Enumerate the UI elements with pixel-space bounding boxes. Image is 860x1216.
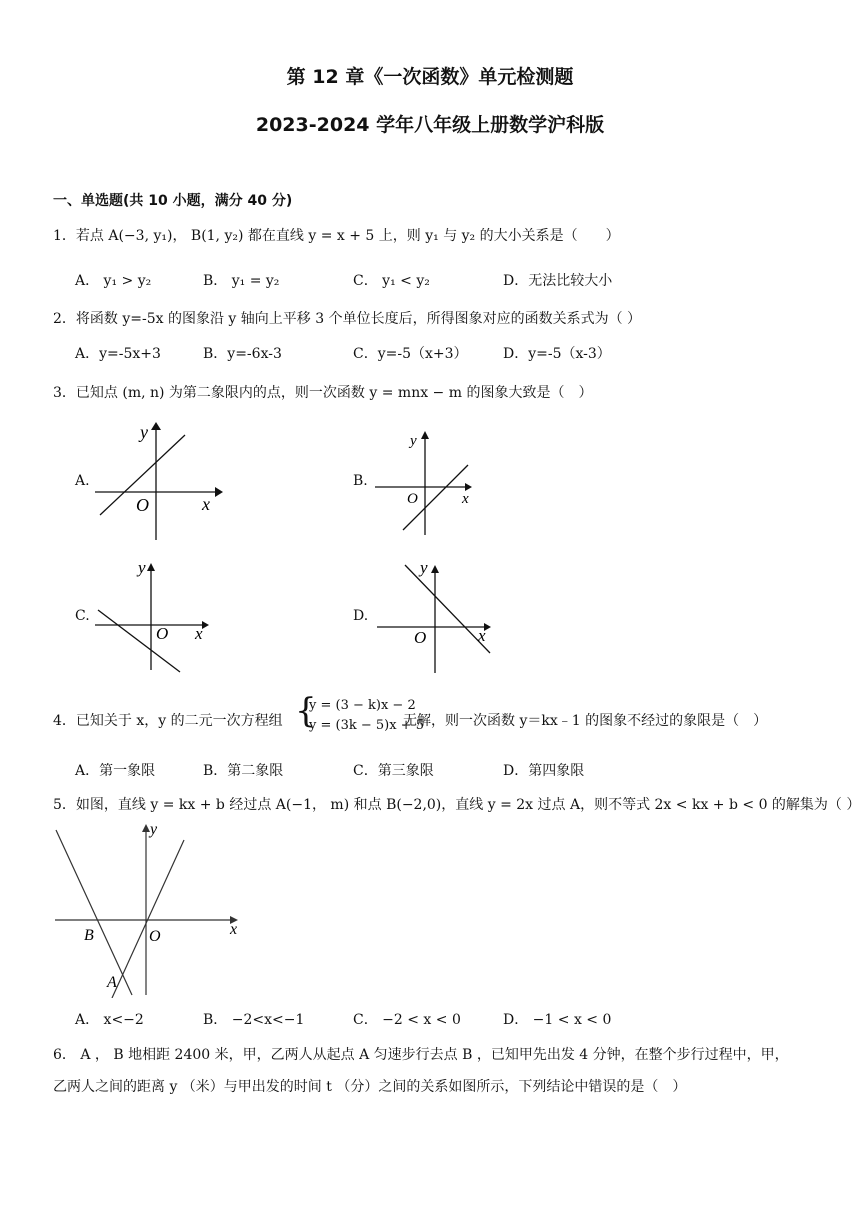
svg-text:x: x	[195, 624, 203, 643]
q2-option-b: B．y=-6x-3	[203, 346, 282, 362]
question-6-stem-line1: 6． A ， B 地相距 2400 米，甲，乙两人从起点 A 匀速步行去点 B ，已知甲先出发 4 分钟，在整个步行过程中，甲，	[53, 1047, 789, 1063]
q5-option-d: D． −1 < x < 0	[503, 1012, 612, 1028]
q5-option-a: A． x<−2	[75, 1012, 144, 1028]
fig5-x-label: x	[230, 921, 238, 938]
question-3-stem: 3．已知点 (m, n) 为第二象限内的点，则一次函数 y = mnx − m 的图象大致是（ ）	[53, 385, 593, 401]
fig5-y-label: y	[150, 821, 158, 838]
q5-figure	[50, 820, 250, 998]
question-6-stem-line2: 乙两人之间的距离 y （米）与甲出发的时间 t （分）之间的关系如图所示，下列结论中错误的是（ ）	[53, 1079, 687, 1095]
question-4-stem-after: 无解，则一次函数 y＝kx﹣1 的图象不经过的象限是（ ）	[403, 713, 768, 729]
q3-graph-a	[90, 420, 225, 545]
q5-option-b: B． −2<x<−1	[203, 1012, 305, 1028]
q3-graph-b	[370, 425, 480, 540]
q3-option-b-label: B.	[353, 473, 368, 489]
svg-text:O: O	[414, 628, 427, 647]
svg-text:y: y	[420, 558, 428, 577]
question-1-stem: 1．若点 A(−3, y₁)， B(1, y₂) 都在直线 y = x + 5 上，则 y₁ 与 y₂ 的大小关系是（ ）	[53, 228, 620, 244]
q1-option-d: D．无法比较大小	[503, 273, 613, 289]
svg-text:x: x	[462, 491, 469, 507]
axis-y-label: y	[140, 422, 148, 442]
q2-option-a: A．y=-5x+3	[75, 346, 161, 362]
question-5-stem: 5．如图，直线 y = kx + b 经过点 A(−1， m) 和点 B(−2,0)，直线 y = 2x 过点 A，则不等式 2x < kx + b < 0 的解集为（ ）	[53, 797, 860, 813]
q4-option-a: A．第一象限	[75, 763, 156, 779]
svg-text:y: y	[138, 558, 146, 577]
svg-text:x: x	[478, 626, 486, 645]
q3-option-a-label: A.	[75, 473, 90, 489]
q4-option-d: D．第四象限	[503, 763, 585, 779]
q3-option-c-label: C.	[75, 608, 90, 624]
equation-system: y = (3 − k)x − 2 y = (3k − 5)x + 5	[309, 698, 424, 733]
svg-text:O: O	[156, 624, 169, 643]
q1-option-a: A． y₁ > y₂	[75, 273, 152, 289]
question-2-stem: 2．将函数 y=-5x 的图象沿 y 轴向上平移 3 个单位长度后，所得图象对应的函数关系式为（ ）	[53, 311, 642, 327]
q2-option-c: C．y=-5（x+3）	[353, 346, 468, 362]
q3-option-d-label: D.	[353, 608, 369, 624]
origin-label: O	[136, 495, 149, 515]
section-heading: 一、单选题(共 10 小题，满分 40 分)	[53, 193, 293, 209]
q3-graph-d	[372, 555, 497, 677]
fig5-origin-label: O	[149, 928, 161, 945]
q4-option-b: B．第二象限	[203, 763, 284, 779]
q1-option-c: C． y₁ < y₂	[353, 273, 430, 289]
title-line-2: 2023-2024 学年八年级上册数学沪科版	[255, 114, 605, 136]
fig5-point-b: B	[84, 927, 94, 944]
q3-graph-c	[90, 555, 215, 675]
q5-option-c: C． −2 < x < 0	[353, 1012, 461, 1028]
axis-x-label: x	[202, 494, 210, 514]
svg-text:y: y	[410, 433, 417, 449]
question-4-stem-before: 4．已知关于 x，y 的二元一次方程组	[53, 713, 283, 729]
q1-option-b: B． y₁ = y₂	[203, 273, 280, 289]
q4-option-c: C．第三象限	[353, 763, 434, 779]
fig5-point-a: A	[107, 974, 117, 991]
svg-text:O: O	[407, 491, 418, 507]
q2-option-d: D．y=-5（x-3）	[503, 346, 611, 362]
title-line-1: 第 12 章《一次函数》单元检测题	[286, 66, 574, 88]
system-brace: {	[295, 691, 317, 731]
